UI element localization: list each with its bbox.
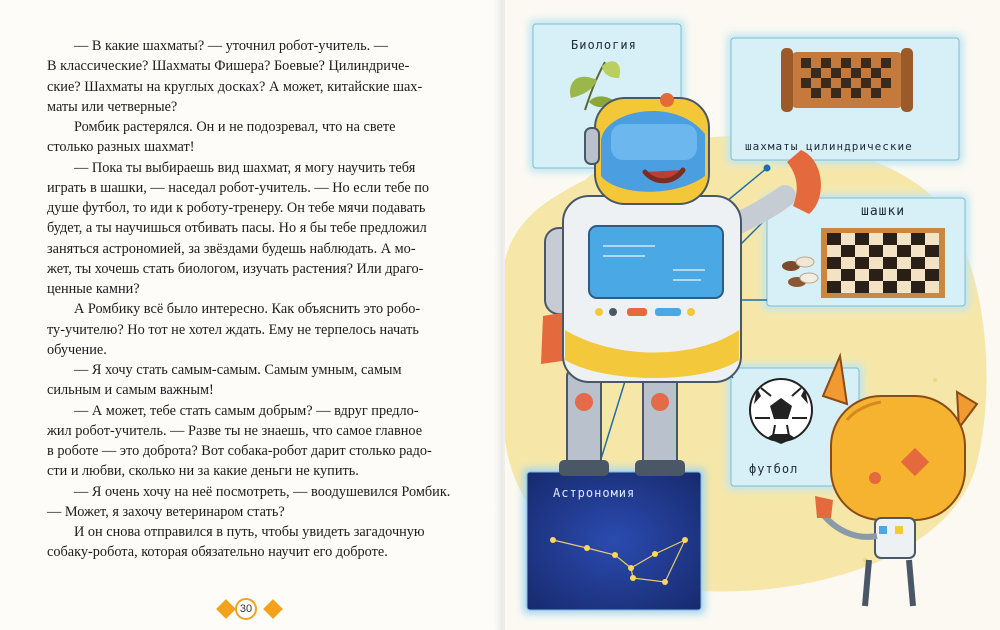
text-line: столько разных шахмат! — [47, 139, 195, 156]
checkers-caption: шашки — [861, 204, 906, 219]
text-line: ту-учителю? Но тот не хотел ждать. Ему не терпелось начать — [47, 321, 419, 338]
text-line: — Пока ты выбираешь вид шахмат, я могу научить тебя — [74, 159, 416, 176]
diamond-ornament-right — [263, 599, 283, 619]
right-page — [505, 0, 1000, 630]
text-line: — Я хочу стать самым-самым. Самым умным, самым — [74, 362, 402, 378]
text-line: — В какие шахматы? — уточнил робот-учитель. — — [74, 38, 389, 54]
text-line: сти и любви, сколько ни за какие деньги не купить. — [47, 463, 359, 480]
text-line: И он снова отправился в путь, чтобы увидеть загадочную — [74, 524, 425, 540]
text-line: — А может, тебе стать самым добрым? — вдруг предло- — [74, 402, 419, 419]
robot-teacher-illustration — [505, 0, 1000, 630]
text-line: заняться астрономией, за звёздами будешь наблюдать. А мо- — [47, 240, 416, 257]
text-line: В классические? Шахматы Фишера? Боевые? Цилиндриче- — [47, 58, 410, 75]
story-text — [47, 36, 457, 563]
text-line: А Ромбику всё было интересно. Как объяснить это робо- — [74, 301, 421, 318]
page-number: 30 — [235, 598, 257, 620]
football-caption: футбол — [749, 462, 799, 476]
checkerboard-icon — [821, 228, 945, 298]
text-line: играть в шашки, — наседал робот-учитель. — Но если тебе по — [47, 179, 430, 196]
text-line: Ромбик растерялся. Он и не подозревал, что на свете — [74, 119, 396, 135]
text-line: жет, ты хочешь стать биологом, изучать растения? Или драго- — [47, 260, 424, 277]
diamond-ornament-left — [216, 599, 236, 619]
text-line: в роботе — это доброта? Вот собака-робот дарит столько радо- — [47, 443, 432, 459]
cylinder-chess-caption: шахматы цилиндрические — [745, 140, 913, 153]
text-line: — Может, я захочу ветеринаром стать? — [47, 503, 285, 520]
text-line: обучение. — [47, 341, 107, 358]
text-line: сильным и самым важным! — [47, 382, 214, 399]
astronomy-caption: Астрономия — [553, 486, 636, 500]
page-footer — [0, 598, 500, 620]
text-line: душе футбол, то иди к роботу-тренеру. Он тебе мячи подавать — [47, 200, 426, 216]
cylinder-chessboard-icon — [781, 48, 913, 112]
text-line: ценные камни? — [47, 281, 140, 297]
text-line: жил робот-учитель. — Разве ты не знаешь, что самое главное — [47, 422, 423, 439]
biology-caption: Биология — [571, 38, 637, 52]
text-line: ские? Шахматы на круглых досках? А может, китайские шах- — [47, 78, 423, 95]
text-line: собаку-робота, которая обязательно научит его доброте. — [47, 544, 388, 561]
text-line: маты или четверные? — [47, 98, 178, 115]
text-line: — Я очень хочу на неё посмотреть, — воодушевился Ромбик. — [74, 483, 451, 500]
text-line: будет, а ты научишься отбивать пасы. Но я бы тебе предложил — [47, 220, 427, 237]
